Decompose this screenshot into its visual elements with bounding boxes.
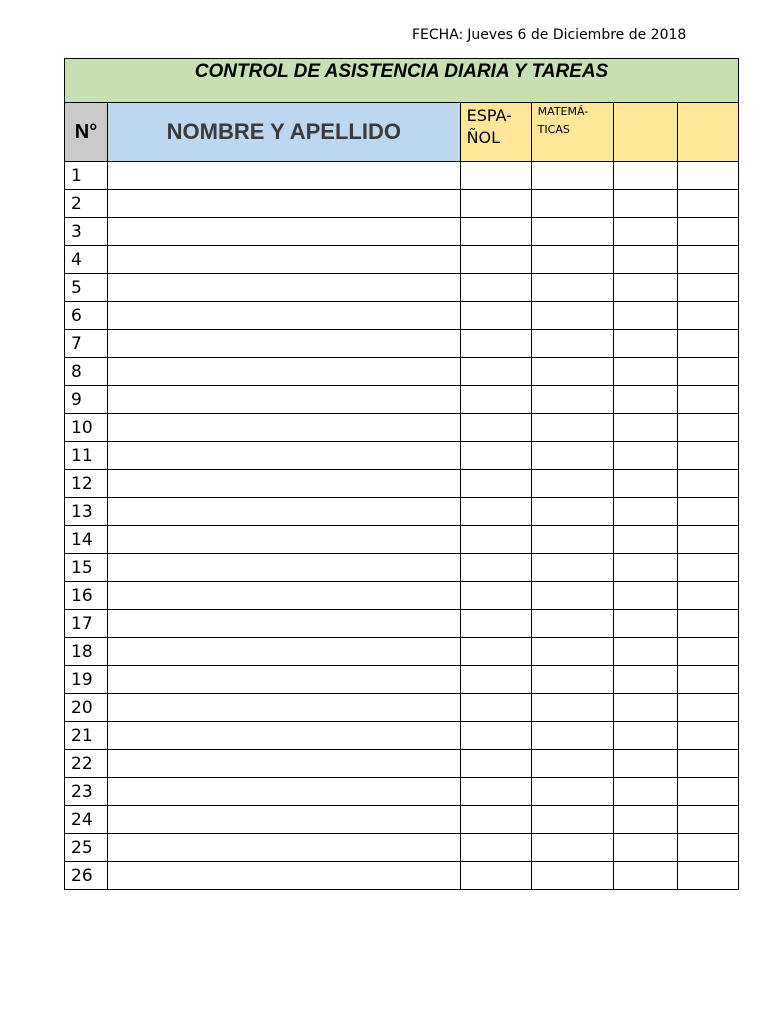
date-label: FECHA: [412, 27, 464, 43]
name-cell [108, 246, 461, 274]
extra-cell [613, 442, 677, 470]
extra-cell [613, 610, 677, 638]
column-header-espanol: ESPA-ÑOL [460, 103, 531, 162]
extra-cell [613, 162, 677, 190]
espanol-cell [460, 246, 531, 274]
extra-cell [677, 358, 738, 386]
row-number: 20 [65, 694, 108, 722]
extra-cell [677, 862, 738, 890]
table-row [65, 274, 739, 302]
espanol-cell [460, 750, 531, 778]
espanol-cell [460, 638, 531, 666]
name-cell [108, 358, 461, 386]
table-row [65, 722, 739, 750]
extra-cell [677, 414, 738, 442]
espanol-cell [460, 806, 531, 834]
extra-cell [677, 722, 738, 750]
matematicas-cell [531, 638, 613, 666]
row-number: 14 [65, 526, 108, 554]
matematicas-cell [531, 750, 613, 778]
name-cell [108, 610, 461, 638]
table-row [65, 862, 739, 890]
name-cell [108, 582, 461, 610]
matematicas-cell [531, 358, 613, 386]
matematicas-cell [531, 386, 613, 414]
extra-cell [677, 582, 738, 610]
matematicas-cell [531, 442, 613, 470]
extra-cell [613, 666, 677, 694]
table-row [65, 330, 739, 358]
table-row [65, 190, 739, 218]
matematicas-cell [531, 218, 613, 246]
name-cell [108, 190, 461, 218]
extra-cell [613, 386, 677, 414]
matematicas-cell [531, 330, 613, 358]
row-number: 23 [65, 778, 108, 806]
matematicas-cell [531, 162, 613, 190]
row-number: 12 [65, 470, 108, 498]
name-cell [108, 834, 461, 862]
extra-cell [613, 330, 677, 358]
espanol-cell [460, 470, 531, 498]
matematicas-cell [531, 470, 613, 498]
extra-cell [677, 554, 738, 582]
matematicas-cell [531, 246, 613, 274]
espanol-cell [460, 414, 531, 442]
extra-cell [677, 806, 738, 834]
extra-cell [613, 358, 677, 386]
extra-cell [677, 302, 738, 330]
extra-cell [677, 778, 738, 806]
matematicas-cell [531, 190, 613, 218]
matematicas-cell [531, 526, 613, 554]
name-cell [108, 806, 461, 834]
extra-cell [613, 414, 677, 442]
espanol-cell [460, 442, 531, 470]
espanol-cell [460, 862, 531, 890]
row-number: 4 [65, 246, 108, 274]
row-number: 15 [65, 554, 108, 582]
extra-cell [677, 526, 738, 554]
espanol-cell [460, 694, 531, 722]
row-number: 18 [65, 638, 108, 666]
name-cell [108, 330, 461, 358]
row-number: 13 [65, 498, 108, 526]
matematicas-cell [531, 778, 613, 806]
row-number: 19 [65, 666, 108, 694]
date-line [412, 27, 686, 43]
table-row [65, 302, 739, 330]
table-row [65, 526, 739, 554]
espanol-cell [460, 498, 531, 526]
table-row [65, 778, 739, 806]
extra-cell [677, 190, 738, 218]
matematicas-cell [531, 694, 613, 722]
espanol-cell [460, 554, 531, 582]
row-number: 6 [65, 302, 108, 330]
extra-cell [677, 834, 738, 862]
table-row [65, 806, 739, 834]
espanol-cell [460, 302, 531, 330]
table-body [65, 162, 739, 890]
matematicas-cell [531, 834, 613, 862]
matematicas-cell [531, 302, 613, 330]
name-cell [108, 638, 461, 666]
name-cell [108, 218, 461, 246]
extra-cell [677, 638, 738, 666]
extra-cell [677, 330, 738, 358]
matematicas-cell [531, 274, 613, 302]
date-value: Jueves 6 de Diciembre de 2018 [467, 27, 687, 43]
extra-cell [677, 750, 738, 778]
table-row [65, 582, 739, 610]
table-row [65, 246, 739, 274]
espanol-cell [460, 722, 531, 750]
row-number: 24 [65, 806, 108, 834]
row-number: 22 [65, 750, 108, 778]
espanol-cell [460, 162, 531, 190]
extra-cell [613, 190, 677, 218]
extra-cell [613, 862, 677, 890]
name-cell [108, 722, 461, 750]
espanol-cell [460, 834, 531, 862]
name-cell [108, 554, 461, 582]
row-number: 26 [65, 862, 108, 890]
table-row [65, 414, 739, 442]
extra-cell [613, 834, 677, 862]
espanol-cell [460, 386, 531, 414]
extra-cell [677, 694, 738, 722]
table-row [65, 442, 739, 470]
extra-cell [677, 610, 738, 638]
extra-cell [613, 582, 677, 610]
name-cell [108, 442, 461, 470]
column-header-blank-1 [613, 103, 677, 162]
extra-cell [613, 806, 677, 834]
espanol-cell [460, 778, 531, 806]
table-row [65, 750, 739, 778]
espanol-cell [460, 666, 531, 694]
name-cell [108, 750, 461, 778]
matematicas-cell [531, 610, 613, 638]
row-number: 7 [65, 330, 108, 358]
extra-cell [613, 750, 677, 778]
espanol-cell [460, 358, 531, 386]
attendance-table [64, 58, 739, 890]
row-number: 8 [65, 358, 108, 386]
row-number: 17 [65, 610, 108, 638]
espanol-cell [460, 330, 531, 358]
espanol-cell [460, 610, 531, 638]
extra-cell [613, 274, 677, 302]
extra-cell [613, 470, 677, 498]
row-number: 11 [65, 442, 108, 470]
table-row [65, 554, 739, 582]
espanol-cell [460, 190, 531, 218]
row-number: 16 [65, 582, 108, 610]
row-number: 9 [65, 386, 108, 414]
table-row [65, 834, 739, 862]
name-cell [108, 386, 461, 414]
name-cell [108, 666, 461, 694]
extra-cell [613, 722, 677, 750]
table-row [65, 386, 739, 414]
matematicas-cell [531, 582, 613, 610]
table-row [65, 694, 739, 722]
matematicas-cell [531, 666, 613, 694]
name-cell [108, 694, 461, 722]
name-cell [108, 162, 461, 190]
extra-cell [677, 218, 738, 246]
espanol-cell [460, 526, 531, 554]
table-row [65, 666, 739, 694]
column-header-number: N° [65, 103, 108, 162]
espanol-cell [460, 218, 531, 246]
matematicas-cell [531, 498, 613, 526]
table-row [65, 218, 739, 246]
name-cell [108, 526, 461, 554]
name-cell [108, 414, 461, 442]
espanol-cell [460, 582, 531, 610]
table-row [65, 498, 739, 526]
espanol-cell [460, 274, 531, 302]
table-row [65, 638, 739, 666]
extra-cell [613, 694, 677, 722]
extra-cell [677, 162, 738, 190]
extra-cell [677, 470, 738, 498]
column-header-matematicas: MATEMÁ-TICAS [531, 103, 613, 162]
column-header-name: NOMBRE Y APELLIDO [108, 103, 461, 162]
matematicas-cell [531, 862, 613, 890]
extra-cell [613, 498, 677, 526]
name-cell [108, 778, 461, 806]
extra-cell [613, 778, 677, 806]
table-row [65, 610, 739, 638]
name-cell [108, 274, 461, 302]
matematicas-cell [531, 554, 613, 582]
row-number: 5 [65, 274, 108, 302]
extra-cell [613, 246, 677, 274]
column-header-blank-2 [677, 103, 738, 162]
extra-cell [677, 498, 738, 526]
extra-cell [613, 638, 677, 666]
extra-cell [677, 274, 738, 302]
name-cell [108, 302, 461, 330]
extra-cell [677, 386, 738, 414]
row-number: 21 [65, 722, 108, 750]
extra-cell [677, 666, 738, 694]
extra-cell [613, 554, 677, 582]
name-cell [108, 470, 461, 498]
row-number: 1 [65, 162, 108, 190]
extra-cell [613, 526, 677, 554]
extra-cell [613, 218, 677, 246]
table-title: CONTROL DE ASISTENCIA DIARIA Y TAREAS [65, 59, 739, 103]
extra-cell [613, 302, 677, 330]
name-cell [108, 498, 461, 526]
row-number: 25 [65, 834, 108, 862]
row-number: 2 [65, 190, 108, 218]
table-row [65, 470, 739, 498]
row-number: 10 [65, 414, 108, 442]
matematicas-cell [531, 722, 613, 750]
matematicas-cell [531, 414, 613, 442]
extra-cell [677, 246, 738, 274]
table-row [65, 358, 739, 386]
header-row [65, 103, 739, 162]
row-number: 3 [65, 218, 108, 246]
table-row [65, 162, 739, 190]
matematicas-cell [531, 806, 613, 834]
extra-cell [677, 442, 738, 470]
name-cell [108, 862, 461, 890]
